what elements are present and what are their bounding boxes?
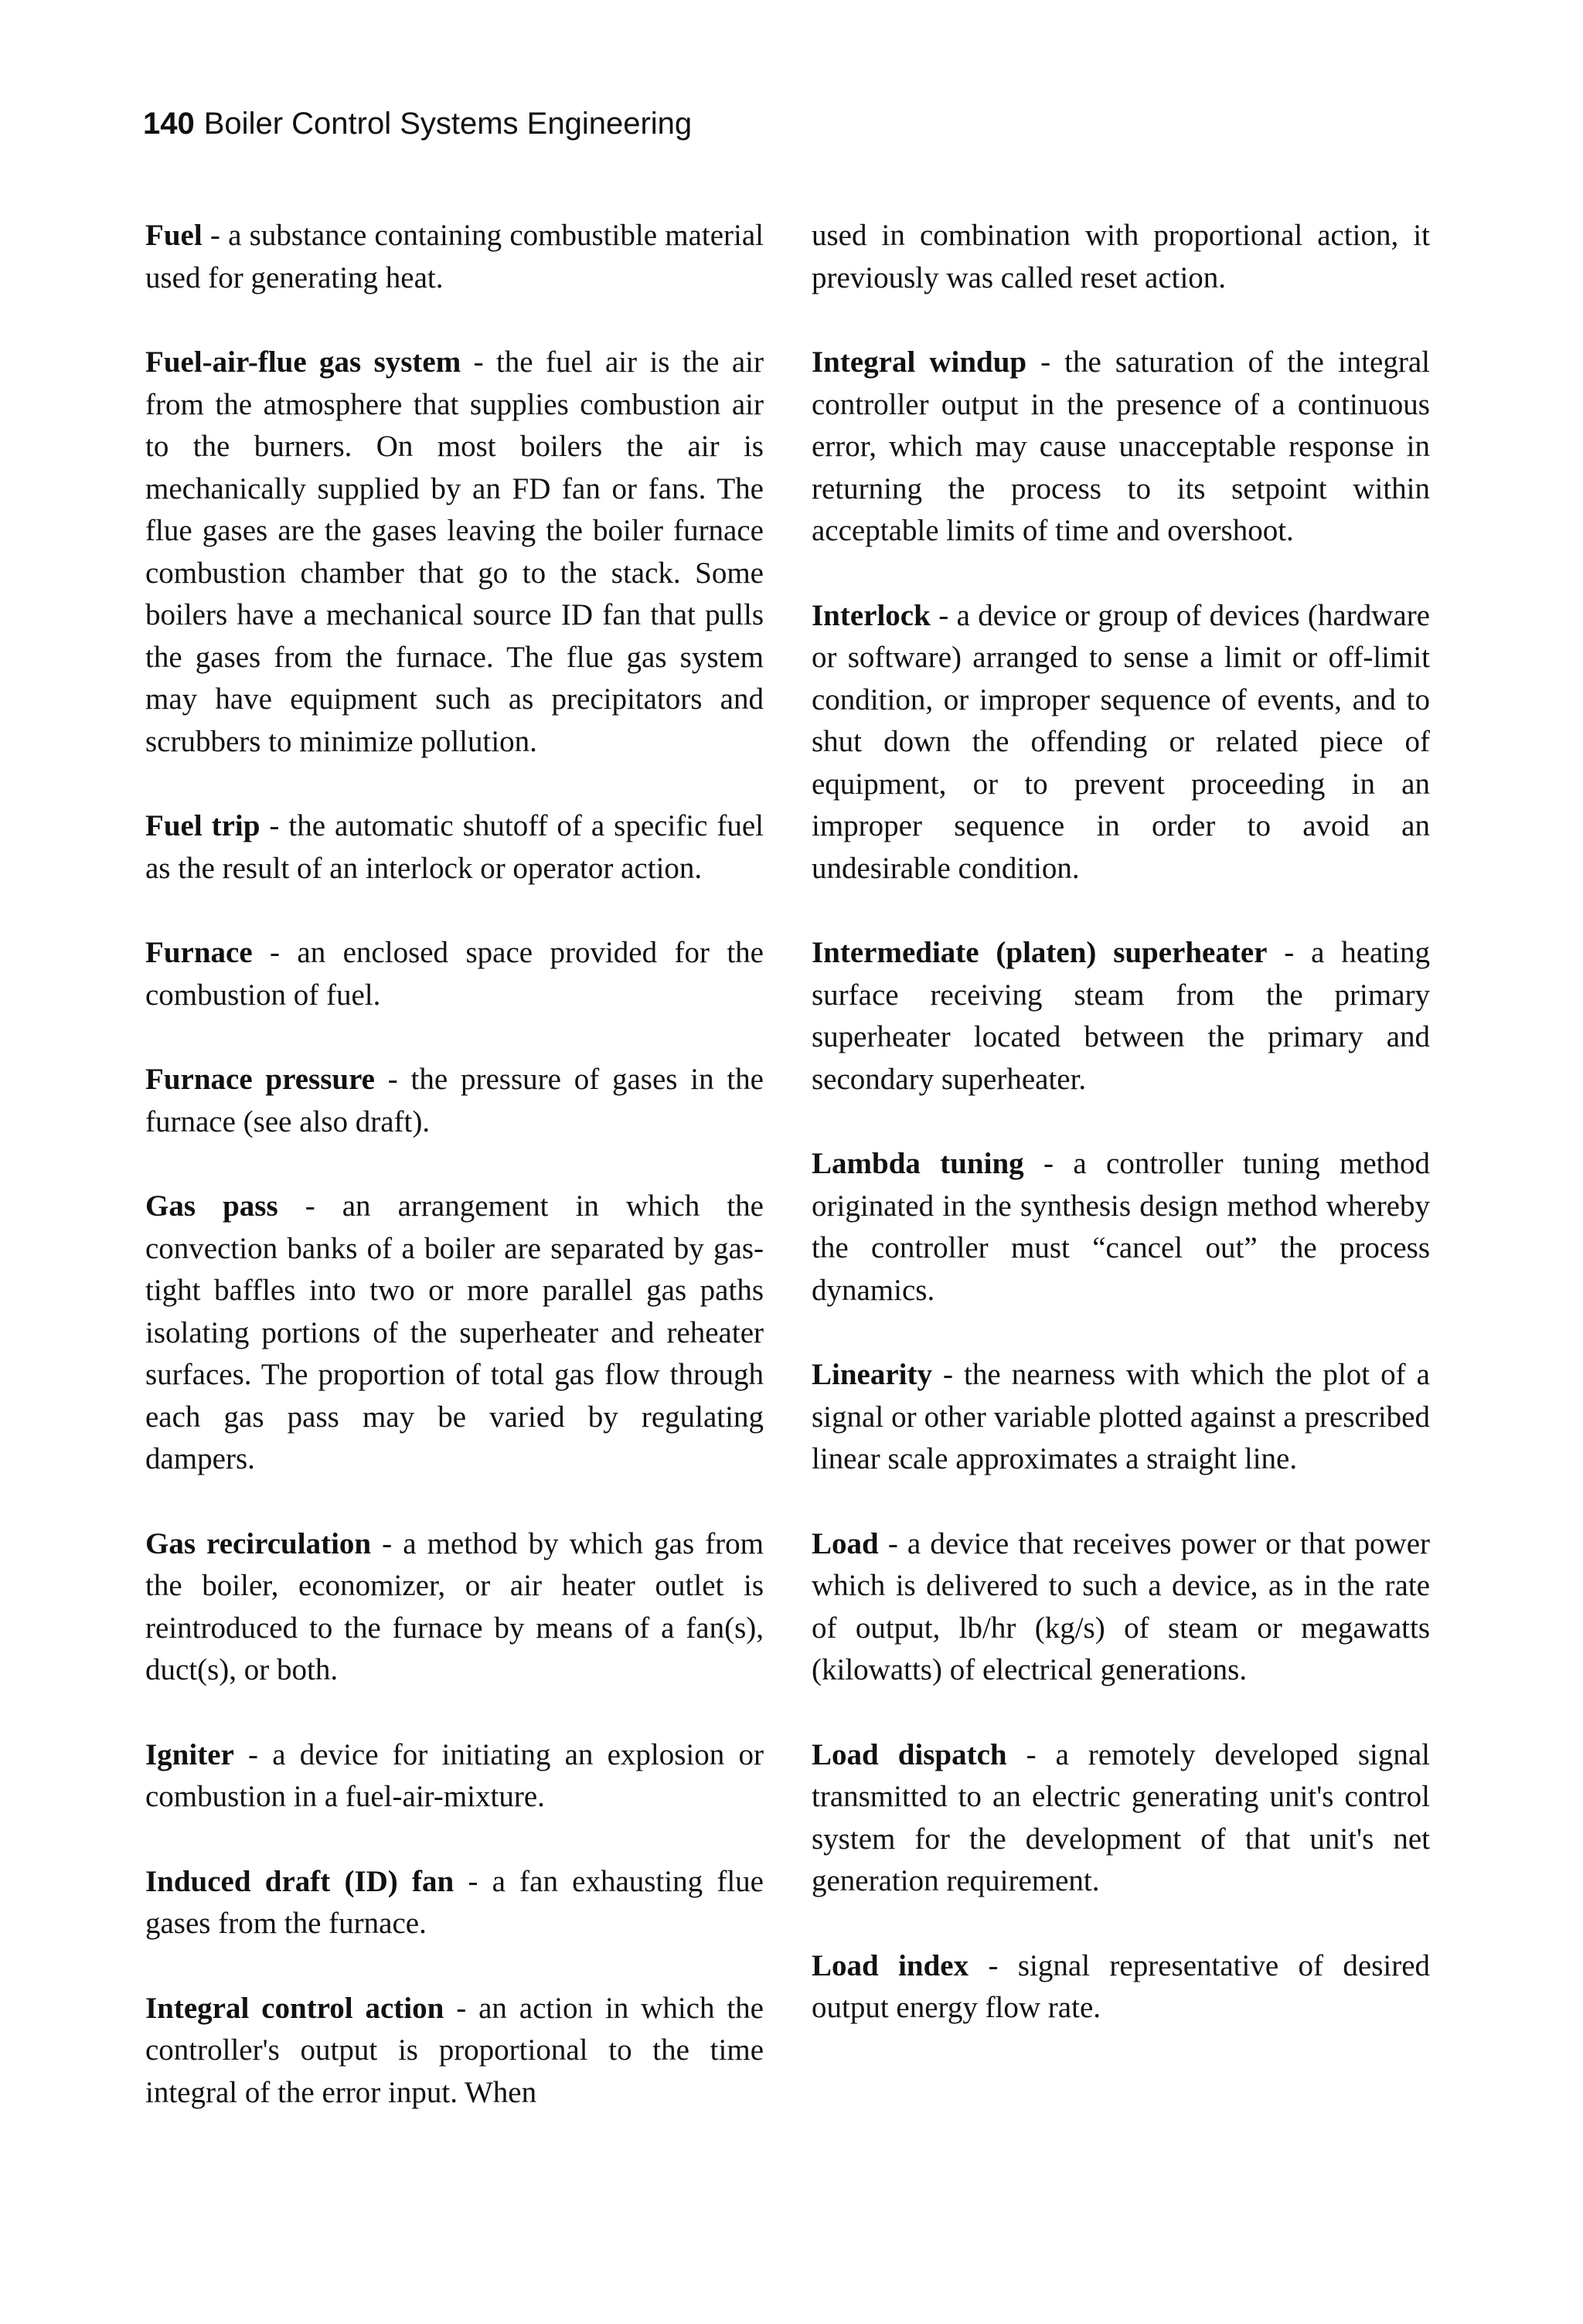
glossary-term: Fuel trip <box>145 809 260 842</box>
glossary-definition: - an action in which the controller's output is proportional to the time integral of the error input. When <box>145 1991 764 2109</box>
glossary-entry-linearity <box>812 1354 1430 1481</box>
glossary-term: Load <box>812 1526 879 1560</box>
glossary-term: Fuel-air-flue gas system <box>145 345 461 379</box>
glossary-entry-interlock <box>812 595 1430 890</box>
glossary-term: Load dispatch <box>812 1737 1007 1771</box>
glossary-definition: - a device that receives power or that power which is delivered to such a device, as in the rate of output, lb/hr (kg/s) of steam or megawatts (kilowatts) of electrical generations. <box>812 1526 1430 1686</box>
glossary-term: Gas pass <box>145 1189 278 1223</box>
glossary-definition: - the automatic shutoff of a specific fuel as the result of an interlock or operator action. <box>145 809 764 885</box>
page-number: 140 <box>143 107 195 141</box>
glossary-entry-fuel-air-flue-gas-system <box>145 342 764 763</box>
glossary-entry-gas-recirculation <box>145 1523 764 1692</box>
glossary-entry-integral-control-action <box>145 1988 764 2115</box>
glossary-definition: - the pressure of gases in the furnace (see also draft). <box>145 1063 764 1138</box>
glossary-definition: - a fan exhausting flue gases from the furnace. <box>145 1864 764 1940</box>
glossary-definition: - a substance containing combustible material used for generating heat. <box>145 219 764 294</box>
glossary-definition: - a device or group of devices (hardware or software) arranged to sense a limit or off-limit condition, or improper sequence of events, and to shut down the offending or related piece of equipment, or to prevent proceeding in an improper sequence in order to avoid an undesirable condition. <box>812 598 1430 885</box>
glossary-definition: - a heating surface receiving steam from the primary superheater located between the primary and secondary superheater. <box>812 936 1430 1096</box>
glossary-definition: - the fuel air is the air from the atmosphere that supplies combustion air to the burners. On most boilers the air is mechanically supplied by an FD fan or fans. The flue gases are the gases leaving the boiler furnace combustion chamber that go to the stack. Some boilers have a mechanical source ID fan that pulls the gases from the furnace. The flue gas system may have equipment such as precipitators and scrubbers to minimize pollution. <box>145 345 764 758</box>
glossary-entry-integral-windup <box>812 342 1430 553</box>
glossary-definition: - a controller tuning method originated in the synthesis design method whereby the controller must “cancel out” the process dynamics. <box>812 1147 1430 1307</box>
book-title: Boiler Control Systems Engineering <box>203 107 693 141</box>
glossary-term: Interlock <box>812 598 931 632</box>
glossary-entry-load-dispatch <box>812 1734 1430 1903</box>
glossary-entry-furnace <box>145 932 764 1016</box>
glossary-term: Integral windup <box>812 345 1027 379</box>
glossary-definition: - a method by which gas from the boiler, economizer, or air heater outlet is reintroduced to the furnace by means of a fan(s), duct(s), or both. <box>145 1526 764 1686</box>
glossary-definition: - signal representative of desired output energy flow rate. <box>812 1948 1431 2024</box>
glossary-entry-furnace-pressure <box>145 1059 764 1143</box>
glossary-definition: - a device for initiating an explosion or combustion in a fuel-air-mixture. <box>145 1737 764 1813</box>
glossary-term: Igniter <box>145 1737 234 1771</box>
glossary-definition: - an enclosed space provided for the combustion of fuel. <box>145 936 764 1012</box>
glossary-entry-load <box>812 1523 1430 1692</box>
glossary-entry-fuel-trip <box>145 805 764 890</box>
glossary-entry-fuel <box>145 215 764 299</box>
glossary-definition: - the nearness with which the plot of a signal or other variable plotted against a prescribed linear scale approximates a straight line. <box>812 1358 1430 1475</box>
glossary-entry-lambda-tuning <box>812 1143 1430 1312</box>
glossary-term: Linearity <box>812 1358 932 1391</box>
glossary-term: Integral control action <box>145 1991 444 2025</box>
glossary-definition: - a remotely developed signal transmitted to an electric generating unit's control system for the development of that unit's net generation requirement. <box>812 1737 1430 1897</box>
glossary-term: Fuel <box>145 219 203 252</box>
glossary-entry-induced-draft-fan <box>145 1861 764 1945</box>
right-column <box>812 215 1430 2072</box>
glossary-definition: used in combination with proportional action, it previously was called reset action. <box>812 219 1430 294</box>
glossary-term: Gas recirculation <box>145 1526 372 1560</box>
glossary-definition: - an arrangement in which the convection banks of a boiler are separated by gas-tight baffles into two or more parallel gas paths isolating portions of the superheater and reheater surfaces. The proportion of total gas flow through each gas pass may be varied by regulating dampers. <box>145 1189 764 1475</box>
glossary-entry-integral-control-action-continued <box>812 215 1430 299</box>
glossary-term: Lambda tuning <box>812 1147 1024 1180</box>
glossary-term: Furnace pressure <box>145 1063 375 1096</box>
glossary-term: Intermediate (platen) superheater <box>812 936 1268 969</box>
glossary-entry-load-index <box>812 1945 1430 2030</box>
glossary-term: Load index <box>812 1948 969 1982</box>
glossary-entry-gas-pass <box>145 1186 764 1481</box>
glossary-term: Furnace <box>145 936 253 969</box>
page-header <box>143 108 692 139</box>
glossary-entry-intermediate-superheater <box>812 932 1430 1101</box>
left-column <box>145 215 764 2156</box>
glossary-term: Induced draft (ID) fan <box>145 1864 454 1898</box>
glossary-entry-igniter <box>145 1734 764 1819</box>
glossary-definition: - the saturation of the integral controller output in the presence of a continuous error, which may cause unacceptable response in returning the process to its setpoint within acceptable limits of time and overshoot. <box>812 345 1430 547</box>
